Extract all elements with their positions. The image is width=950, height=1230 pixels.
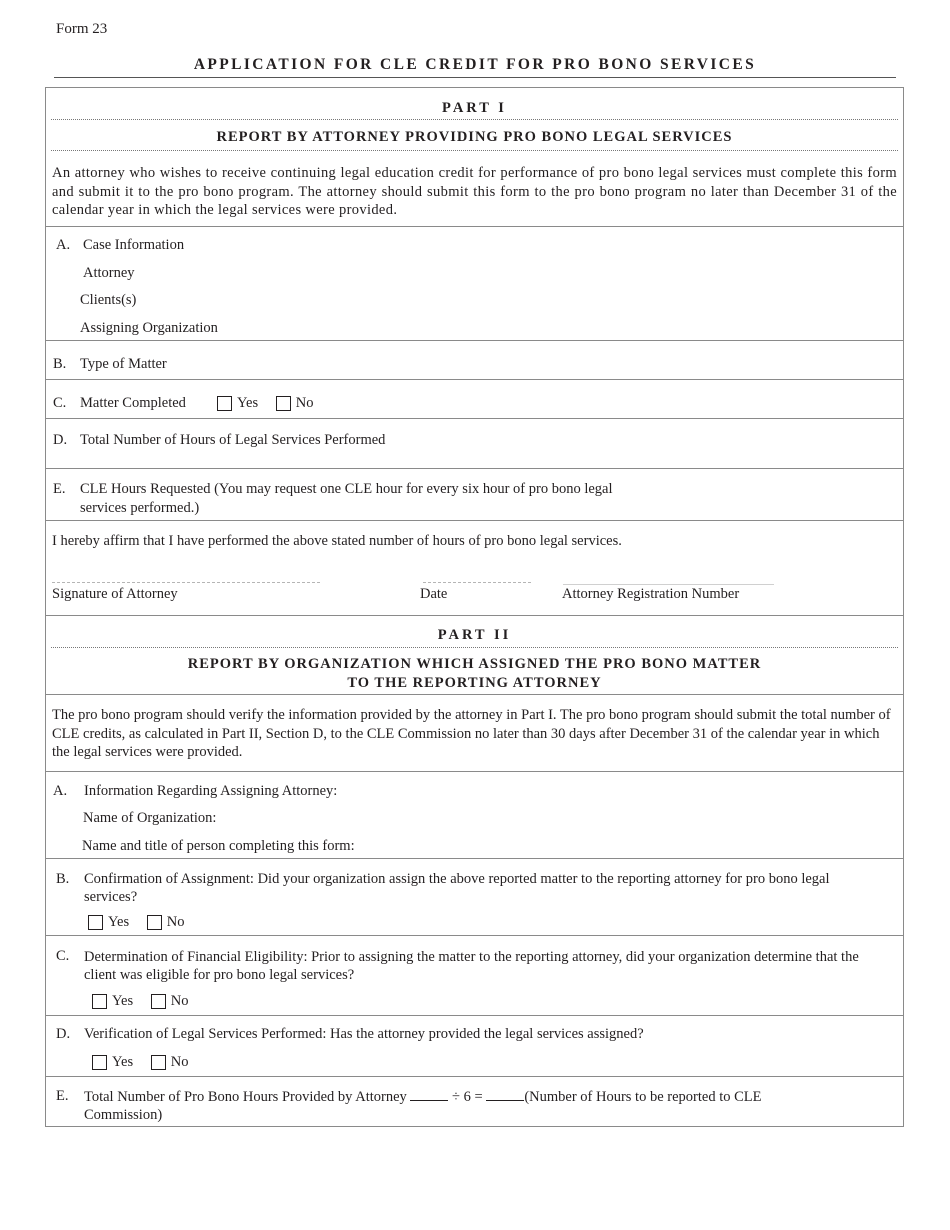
checkbox-icon[interactable]	[151, 1055, 166, 1070]
no-label: No	[170, 1054, 189, 1070]
no-label: No	[295, 395, 314, 411]
part1-intro: An attorney who wishes to receive continuing legal education credit for performance of pro bono legal services must complete this form and submit it to the pro bono program. The attorney should submit this form to the pro bono program no later than December 31 of the calendar year in which the legal services were provided.	[52, 165, 897, 218]
part1-subheading-rule	[51, 150, 898, 151]
clients-label: Clients(s)	[80, 292, 137, 308]
eligibility-yes[interactable]	[92, 993, 133, 1010]
checkbox-icon[interactable]	[92, 994, 107, 1009]
form-number: Form 23	[56, 21, 108, 37]
total-hours-blank[interactable]	[410, 1088, 448, 1101]
type-of-matter-label: Type of Matter	[80, 356, 167, 372]
yes-label: Yes	[108, 914, 130, 930]
services-verification-text: Verification of Legal Services Performed: Has the attorney provided the legal services assigned?	[84, 1026, 644, 1042]
checkbox-icon[interactable]	[276, 396, 291, 411]
part2-subheading-line1: REPORT BY ORGANIZATION WHICH ASSIGNED THE PRO BONO MATTER	[187, 656, 762, 672]
total-hours-prefix: Total Number of Pro Bono Hours Provided by Attorney	[84, 1089, 407, 1105]
total-hours-calculation	[84, 1088, 762, 1106]
total-hours-line2: Commission)	[84, 1107, 163, 1123]
cle-hours-blank[interactable]	[486, 1088, 524, 1101]
part1-heading: PART I	[442, 100, 507, 116]
financial-eligibility-text: Determination of Financial Eligibility: Prior to assigning the matter to the reporting attorney, did your organization determine that the client was eligible for pro bono legal services?	[84, 949, 859, 983]
part1-b-letter: B.	[53, 356, 67, 372]
cle-hours-line2: services performed.)	[80, 500, 200, 516]
cle-hours-line1: CLE Hours Requested (You may request one CLE hour for every six hour of pro bono legal	[80, 481, 613, 497]
part2-intro: The pro bono program should verify the information provided by the attorney in Part I. The pro bono program should submit the total number of CLE credits, as calculated in Part II, Section D, to the CLE Commission no later than 30 days after December 31 of the calendar year in which the legal services were provided.	[52, 707, 891, 760]
divider	[45, 468, 904, 469]
matter-completed-label: Matter Completed	[80, 395, 186, 411]
matter-completed-no[interactable]	[276, 395, 314, 412]
divider	[45, 1076, 904, 1077]
person-completing-label: Name and title of person completing this form:	[82, 838, 355, 854]
verification-no[interactable]	[151, 1054, 189, 1071]
part1-e-letter: E.	[53, 481, 66, 497]
assigning-organization-label: Assigning Organization	[80, 320, 218, 336]
divider	[45, 418, 904, 419]
eligibility-options	[92, 993, 202, 1014]
signature-line[interactable]	[52, 582, 320, 583]
date-line[interactable]	[423, 582, 531, 583]
registration-number-line[interactable]	[563, 584, 774, 585]
yes-label: Yes	[237, 395, 259, 411]
registration-number-label: Attorney Registration Number	[562, 586, 740, 602]
divider	[45, 615, 904, 616]
date-label: Date	[420, 586, 448, 602]
checkbox-icon[interactable]	[147, 915, 162, 930]
part1-a-letter: A.	[56, 237, 71, 253]
divider	[45, 858, 904, 859]
part1-subheading: REPORT BY ATTORNEY PROVIDING PRO BONO LEGAL SERVICES	[216, 129, 733, 145]
part2-a-letter: A.	[53, 783, 68, 799]
part2-b-letter: B.	[56, 871, 70, 887]
no-label: No	[166, 914, 185, 930]
part1-heading-rule	[51, 119, 898, 120]
part1-d-letter: D.	[53, 432, 68, 448]
checkbox-icon[interactable]	[88, 915, 103, 930]
organization-name-label: Name of Organization:	[83, 810, 217, 826]
checkbox-icon[interactable]	[217, 396, 232, 411]
assignment-no[interactable]	[147, 914, 185, 931]
verification-options	[92, 1054, 202, 1075]
total-hours-label: Total Number of Hours of Legal Services Performed	[80, 432, 386, 448]
division-operator: ÷ 6 =	[452, 1089, 483, 1105]
title-rule	[54, 77, 896, 78]
yes-label: Yes	[112, 1054, 134, 1070]
no-label: No	[170, 993, 189, 1009]
total-hours-suffix: (Number of Hours to be reported to CLE	[524, 1089, 762, 1105]
signature-label: Signature of Attorney	[52, 586, 178, 602]
part1-c-letter: C.	[53, 395, 67, 411]
divider	[45, 226, 904, 227]
part2-c-letter: C.	[56, 948, 70, 964]
divider	[45, 340, 904, 341]
assignment-yes[interactable]	[88, 914, 129, 931]
part2-heading-rule	[51, 647, 898, 648]
assigning-attorney-info-label: Information Regarding Assigning Attorney:	[84, 783, 338, 799]
checkbox-icon[interactable]	[151, 994, 166, 1009]
part2-d-letter: D.	[56, 1026, 71, 1042]
part2-e-letter: E.	[56, 1088, 69, 1104]
matter-completed-yes[interactable]	[217, 395, 258, 412]
attorney-label: Attorney	[83, 265, 135, 281]
divider	[45, 379, 904, 380]
divider	[45, 1015, 904, 1016]
confirmation-of-assignment-text: Confirmation of Assignment: Did your organization assign the above reported matter to the reporting attorney for pro bono legal services?	[84, 871, 830, 905]
matter-completed-options	[217, 395, 327, 416]
page-title: APPLICATION FOR CLE CREDIT FOR PRO BONO SERVICES	[193, 56, 757, 73]
part1-a-label: Case Information	[83, 237, 185, 253]
divider	[45, 771, 904, 772]
part2-subheading-line2: TO THE REPORTING ATTORNEY	[347, 675, 602, 691]
eligibility-no[interactable]	[151, 993, 189, 1010]
affirmation-text: I hereby affirm that I have performed the above stated number of hours of pro bono legal services.	[52, 533, 622, 549]
divider	[45, 520, 904, 521]
part2-heading: PART II	[437, 627, 512, 643]
checkbox-icon[interactable]	[92, 1055, 107, 1070]
assignment-options	[88, 914, 198, 935]
divider	[45, 694, 904, 695]
divider	[45, 935, 904, 936]
yes-label: Yes	[112, 993, 134, 1009]
verification-yes[interactable]	[92, 1054, 133, 1071]
